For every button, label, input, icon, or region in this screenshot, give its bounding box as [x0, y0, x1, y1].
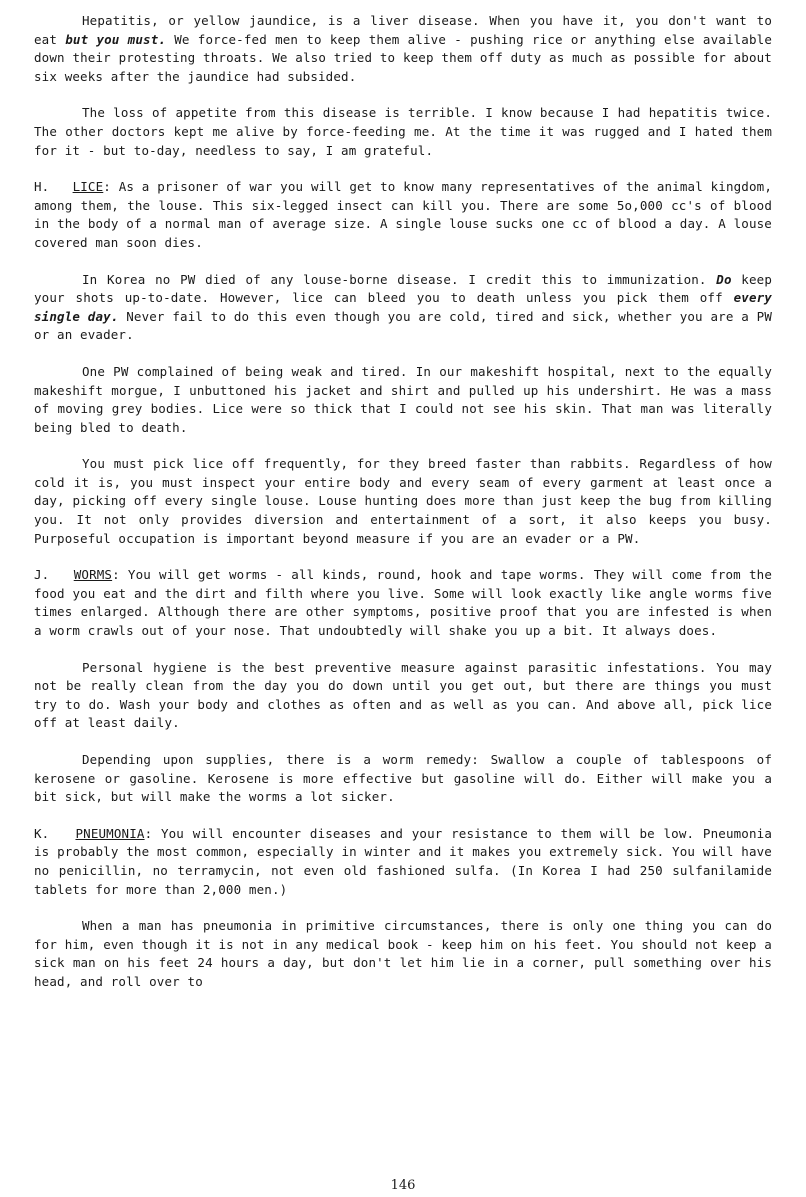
paragraph-pw-weak: One PW complained of being weak and tired. In our makeshift hospital, next to the equally makeshift morgue, I unbuttoned his jacket and shirt and pulled up his undershirt. He was a mass of moving grey bodies. Lice were so thick that I could not see his skin. That man was literally being bled to death.	[34, 363, 772, 435]
section-heading-pneumonia: PNEUMONIA	[75, 825, 145, 841]
section-heading-lice: LICE	[72, 179, 104, 195]
section-worms	[34, 566, 772, 640]
paragraph-pneumonia-care: When a man has pneumonia in primitive circumstances, there is only one thing you can do for him, even though it is not in any medical book - keep him on his feet. You should not keep a sick man on his feet 24 hours a day, but don't let him lie in a corner, pull something over his head, and roll over to	[34, 918, 772, 989]
section-text: : You will get worms - all kinds, round, hook and tape worms. They will come from the food you eat and the dirt and filth where you live. Some will look exactly like angle worms five times enlarged. Although there are other symptoms, positive proof that you are infested is when a worm crawls out of your nose. That undoubtedly will shake you up a bit. It always does.	[34, 567, 773, 639]
section-text: : You will encounter diseases and your resistance to them will be low. Pneumonia is probably the most common, especially in winter and it makes you extremely sick. You will have no penicillin, no terramycin, not even old fashioned sulfa. (In Korea I had 250 sulfanilamide tablets for more than 2,000 men.)	[34, 825, 772, 897]
paragraph-hepatitis	[34, 12, 772, 86]
section-pneumonia	[34, 825, 772, 899]
emphasis-text: every single day.	[34, 290, 772, 324]
section-label: H.	[34, 179, 50, 195]
section-label: K.	[34, 825, 50, 841]
text-run: Hepatitis, or yellow jaundice, is a liver disease. When you have it, you don't want to eat	[34, 13, 772, 47]
paragraph-worm-remedy: Depending upon supplies, there is a worm remedy: Swallow a couple of tablespoons of kerosene or gasoline. Kerosene is more effective but gasoline will do. Either will make you a bit sick, but will make the worms a lot sicker.	[34, 752, 772, 805]
text-run: In Korea no PW died of any louse-borne disease. I credit this to immunization.	[82, 271, 717, 287]
text-run: keep your shots up-to-date. However, lice can bleed you to death unless you pick them off	[34, 271, 772, 306]
section-heading-worms: WORMS	[73, 567, 113, 583]
emphasis-text: but you must.	[65, 31, 167, 47]
paragraph-pick-lice: You must pick lice off frequently, for they breed faster than rabbits. Regardless of how cold it is, you must inspect your entire body and every seam of every garment at least once a day, picking off every single louse. Louse hunting does more than just keep the bug from killing you. It not only provides diversion and entertainment of a sort, it also keeps you busy. Purposeful occupation is important beyond measure if you are an evader or a PW.	[34, 456, 772, 546]
page-number: 146	[390, 1178, 416, 1193]
emphasis-text: Do	[716, 271, 732, 287]
text-run: Never fail to do this even though you are cold, tired and sick, whether you are a PW or an evader.	[34, 308, 772, 343]
text-run: We force-fed men to keep them alive - pushing rice or anything else available down their protesting throats. We also tried to keep them off duty as much as possible for about six weeks after the jaundice had subsided.	[34, 31, 773, 84]
paragraph-hygiene: Personal hygiene is the best preventive measure against parasitic infestations. You may not be really clean from the day you do down until you get out, but there are things you must try to do. Wash your body and clothes as often and as well as you can. And above all, pick lice off at least daily.	[34, 659, 772, 731]
section-text: : As a prisoner of war you will get to know many representatives of the animal kingdom, among them, the louse. This six-legged insect can kill you. There are some 5o,000 cc's of blood in the body of a normal man of average size. A single louse sucks one cc of blood a day. A louse covered man soon dies.	[34, 179, 773, 250]
section-label: J.	[34, 567, 50, 583]
paragraph-appetite: The loss of appetite from this disease is terrible. I know because I had hepatitis twice. The other doctors kept me alive by force-feeding me. At the time it was rugged and I hated them for it - but to-day, needless to say, I am grateful.	[34, 105, 772, 158]
section-lice	[34, 178, 772, 252]
paragraph-korea-lice	[34, 271, 772, 345]
